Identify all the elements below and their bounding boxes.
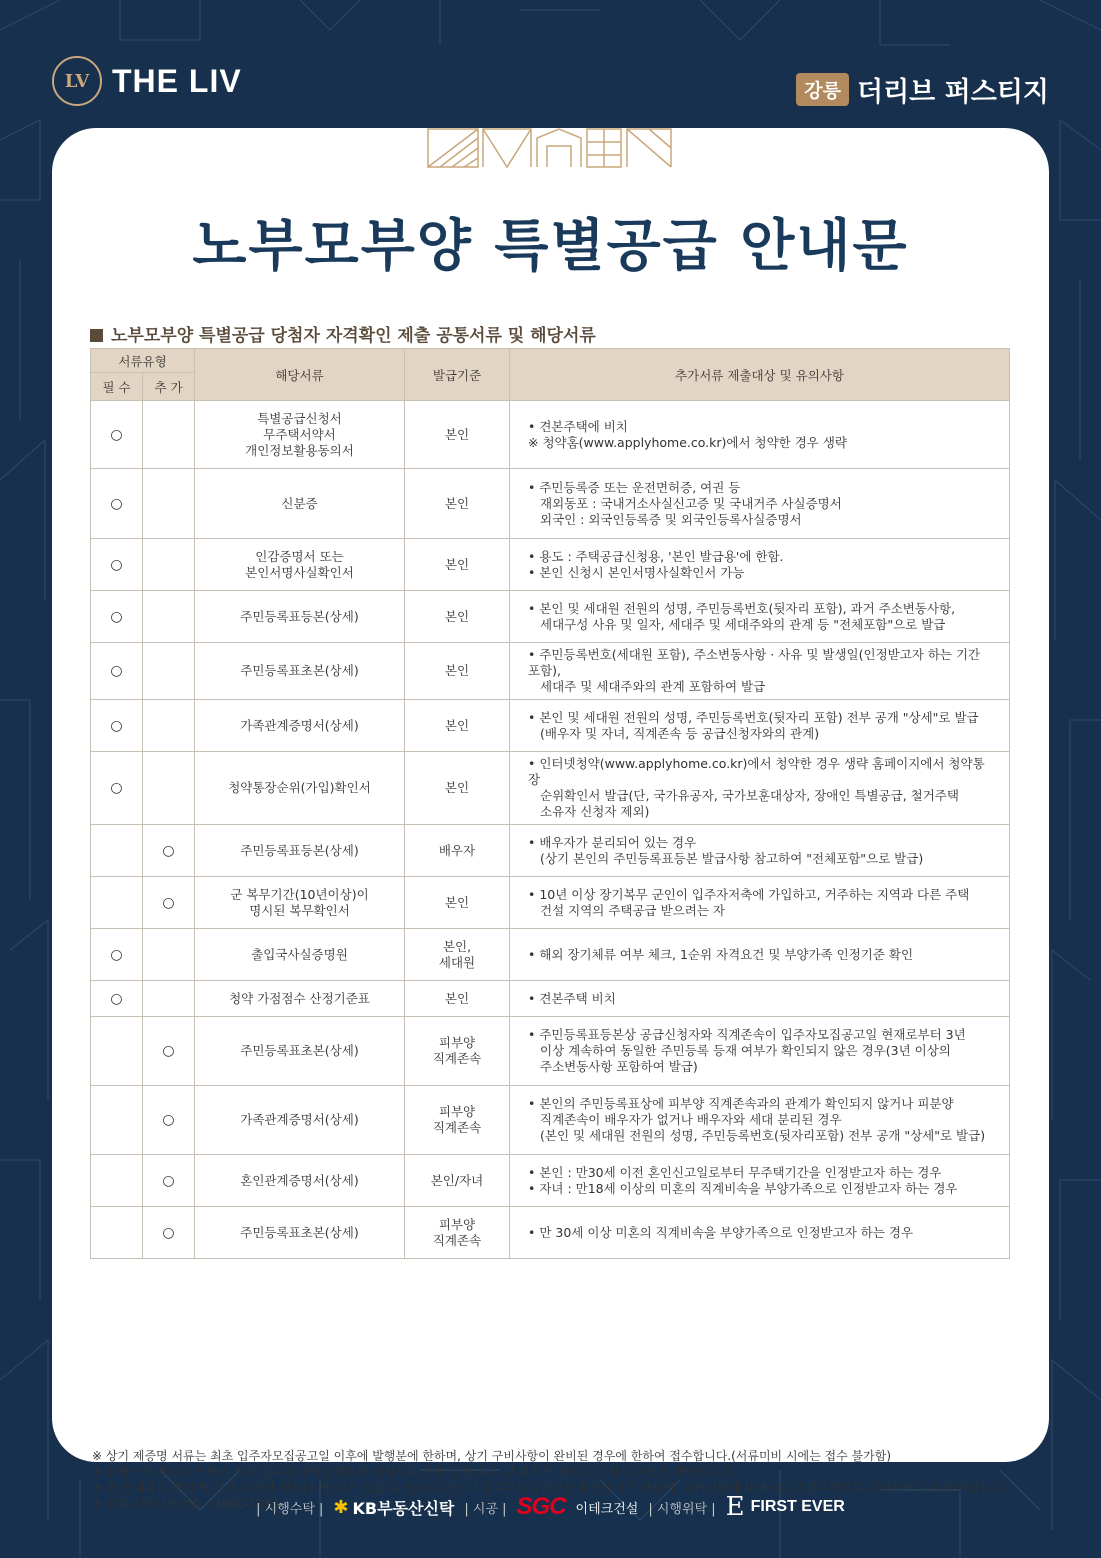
document-name (195, 929, 405, 981)
note-line: • 본인의 주민등록표상에 피부양 직계존속과의 관계가 확인되지 않거나 피분양 (528, 1096, 954, 1111)
trust-label: | 시행수탁 | (256, 1501, 324, 1517)
note-line: • 자녀 : 만18세 이상의 미혼의 직계비속을 부양가족으로 인정받고자 하는 경우 (528, 1180, 958, 1196)
notes (510, 877, 1010, 929)
note-line: (본인 및 세대원 전원의 성명, 주민등록번호(뒷자리포함) 전부 공개 "상세"로 발급) (540, 1128, 986, 1143)
header-document: 해당서류 (195, 349, 405, 401)
required-mark (91, 1086, 143, 1155)
table-row (91, 929, 1010, 981)
issuer (405, 929, 510, 981)
required-mark: ○ (91, 591, 143, 643)
notes (510, 825, 1010, 877)
note-line: 세대구성 사유 및 일자, 세대주 및 세대주와의 관계 등 "전체포함"으로 발급 (540, 616, 946, 632)
documents-table-body (91, 401, 1010, 1259)
issuer-line: 배우자 (438, 842, 476, 858)
document-name (195, 981, 405, 1017)
notes (510, 643, 1010, 700)
first-ever-logo (726, 1492, 845, 1522)
document-name-line: 주민등록표초본(상세) (240, 1043, 359, 1058)
footnote-line: ※ 신청자의 착오로 인하여 잘못 접수된 청약신청분의 당첨으로 인한 당첨 취소 및 부적격 결과는 신청자 본인의 책임입니다. (92, 1465, 735, 1479)
additional-mark (143, 929, 195, 981)
table-row (91, 643, 1010, 700)
document-name-line: 가족관계증명서(상세) (240, 717, 359, 733)
document-name (195, 401, 405, 469)
table-row (91, 1207, 1010, 1259)
square-bullet-icon (90, 329, 103, 342)
issuer (405, 469, 510, 539)
additional-mark (143, 401, 195, 469)
note-line: • 본인 : 만30세 이전 혼인신고일로부터 무주택기간을 인정받고자 하는 경우 (528, 1164, 942, 1180)
required-mark: ○ (91, 401, 143, 469)
note-line: 외국인 : 외국인등록증 및 외국인등록사실증명서 (540, 511, 802, 527)
additional-mark (143, 591, 195, 643)
footnote-line: ※ 상기 제증명 서류는 최초 입주자모집공고일 이후에 발행분에 한하며, 상기 구비사항이 완비된 경우에 한하여 접수합니다.(서류미비 시에는 접수 불가함) (92, 1449, 892, 1463)
required-mark (91, 1207, 143, 1259)
document-name-line: 주민등록표등본(상세) (240, 608, 359, 624)
document-name-line: 무주택서약서 (263, 426, 336, 442)
document-name (195, 591, 405, 643)
issuer (405, 401, 510, 469)
additional-mark (143, 752, 195, 825)
issuer-line: 직계존속 (432, 1232, 482, 1248)
note-line: • 만 30세 이상 미혼의 직계비속을 부양가족으로 인정받고자 하는 경우 (528, 1224, 914, 1240)
required-mark: ○ (91, 469, 143, 539)
developer-label: | 시행위탁 | (648, 1501, 716, 1517)
additional-mark: ○ (143, 1207, 195, 1259)
footnote-line: ※ 본 안내문은 편집 및 인쇄 과정상 착오(오탈자)가 있을 수 있으니 반드시 입주자모집공고를 확인하시기 바라며, 문의사항에 대해서는 견본주택으로 문의하여 주시기 바랍니다. (92, 1481, 1007, 1495)
notes (510, 1086, 1010, 1155)
issuer-line: 본인 (444, 556, 470, 572)
issuer (405, 1086, 510, 1155)
notes (510, 1155, 1010, 1207)
issuer-line: 본인 (444, 717, 470, 733)
table-row (91, 1086, 1010, 1155)
table-row (91, 539, 1010, 591)
notes (510, 752, 1010, 825)
the-liv-logo (52, 56, 242, 106)
note-line: • 인터넷청약(www.applyhome.co.kr)에서 청약한 경우 생략 홈페이지에서 청약통장 (528, 756, 985, 787)
table-row (91, 752, 1010, 825)
note-line: • 주민등록표등본상 공급신청자와 직계존속이 입주자모집공고일 현재로부터 3년 (528, 1027, 966, 1042)
document-name (195, 825, 405, 877)
issuer-line: 본인 (444, 780, 470, 795)
note-line: • 주민등록번호(세대원 포함), 주소변동사항 · 사유 및 발생일(인정받고자 하는 기간 포함), (528, 647, 981, 678)
issuer (405, 1017, 510, 1086)
note-line: 소유자 신청자 제외) (540, 804, 650, 819)
first-ever-text: FIRST EVER (750, 1498, 845, 1515)
note-line: 순위확인서 발급(단, 국가유공자, 국가보훈대상자, 장애인 특별공급, 철거주택 (540, 788, 959, 803)
required-mark: ○ (91, 539, 143, 591)
document-name-line: 주민등록표초본(상세) (240, 663, 359, 678)
additional-mark (143, 469, 195, 539)
document-name-line: 가족관계증명서(상세) (240, 1112, 359, 1127)
issuer-line: 피부양 (438, 1035, 476, 1050)
additional-mark: ○ (143, 1155, 195, 1207)
document-name-line: 명시된 복무확인서 (249, 902, 350, 918)
issuer (405, 1207, 510, 1259)
issuer-line: 피부양 (438, 1104, 476, 1119)
document-name-line: 본인서명사실확인서 (245, 564, 354, 580)
issuer-line: 세대원 (438, 954, 476, 970)
table-row (91, 825, 1010, 877)
note-line: 이상 계속하여 동일한 주민등록 등재 여부가 확인되지 않은 경우(3년 이상의 (540, 1043, 951, 1058)
complex-name: 더리브 퍼스티지 (857, 77, 1049, 108)
note-line: 건설 지역의 주택공급 받으려는 자 (540, 902, 725, 918)
additional-mark: ○ (143, 1017, 195, 1086)
complex-brand (796, 70, 1049, 109)
required-mark: ○ (91, 981, 143, 1017)
document-name (195, 1207, 405, 1259)
required-mark: ○ (91, 929, 143, 981)
issuer-line: 본인, (442, 938, 472, 954)
notes (510, 469, 1010, 539)
issuer (405, 700, 510, 752)
additional-mark (143, 981, 195, 1017)
additional-mark (143, 700, 195, 752)
page-title: 노부모부양 특별공급 안내문 (192, 214, 909, 279)
notes (510, 1017, 1010, 1086)
kb-star-icon: ✱ (333, 1496, 349, 1518)
document-name-line: 청약 가점점수 산정기준표 (229, 990, 370, 1006)
note-line: • 견본주택에 비치 (528, 418, 628, 434)
note-line: • 본인 신청시 본인서명사실확인서 가능 (528, 564, 745, 580)
note-line: • 10년 이상 장기복무 군인이 입주자저축에 가입하고, 거주하는 지역과 다른 주택 (528, 886, 970, 902)
additional-mark: ○ (143, 1086, 195, 1155)
document-name-line: 개인정보활용동의서 (245, 442, 354, 458)
note-line: ※ 청약홈(www.applyhome.co.kr)에서 청약한 경우 생략 (528, 434, 847, 450)
note-line: • 용도 : 주택공급신청용, '본인 발급용'에 한함. (528, 548, 784, 564)
document-name-line: 신분증 (281, 495, 318, 511)
document-name (195, 877, 405, 929)
issuer-line: 직계존속 (432, 1120, 482, 1135)
table-row (91, 1155, 1010, 1207)
issuer (405, 1155, 510, 1207)
note-line: • 해외 장기체류 여부 체크, 1순위 자격요건 및 부양가족 인정기준 확인 (528, 946, 914, 962)
header-additional: 추 가 (143, 373, 195, 401)
issuer (405, 825, 510, 877)
notes (510, 929, 1010, 981)
header-required: 필 수 (91, 373, 143, 401)
document-name-line: 군 복무기간(10년이상)이 (230, 886, 369, 902)
document-name-line: 인감증명서 또는 (255, 548, 344, 564)
notes (510, 539, 1010, 591)
issuer (405, 981, 510, 1017)
header-issuer: 발급기준 (405, 349, 510, 401)
document-name-line: 주민등록표등본(상세) (240, 842, 359, 858)
additional-mark (143, 643, 195, 700)
table-row (91, 1017, 1010, 1086)
issuer-line: 본인/자녀 (430, 1172, 484, 1188)
note-line: 재외동포 : 국내거소사실신고증 및 국내거주 사실증명서 (540, 495, 842, 511)
additional-mark: ○ (143, 877, 195, 929)
document-name-line: 특별공급신청서 (257, 410, 342, 426)
document-name (195, 469, 405, 539)
issuer-line: 직계존속 (432, 1051, 482, 1066)
additional-mark (143, 539, 195, 591)
document-name-line: 출입국사실증명원 (251, 946, 348, 962)
note-line: • 견본주택 비치 (528, 990, 616, 1006)
builder-label: | 시공 | (464, 1501, 507, 1517)
issuer (405, 877, 510, 929)
document-name (195, 700, 405, 752)
table-row (91, 469, 1010, 539)
required-mark (91, 1017, 143, 1086)
issuer (405, 591, 510, 643)
note-line: • 배우자가 분리되어 있는 경우 (528, 834, 697, 850)
note-line: • 본인 및 세대원 전원의 성명, 주민등록번호(뒷자리 포함) 전부 공개 "상세"로 발급 (528, 709, 979, 725)
additional-mark: ○ (143, 825, 195, 877)
note-line: 직계존속이 배우자가 없거나 배우자와 세대 분리된 경우 (540, 1112, 842, 1127)
footer-credits (0, 1492, 1101, 1522)
header-type-group: 서류유형 (91, 349, 195, 373)
section-heading-text: 노부모부양 특별공급 당첨자 자격확인 제출 공통서류 및 해당서류 (111, 326, 596, 346)
note-line: (상기 본인의 주민등록표등본 발급사항 참고하여 "전체포함"으로 발급) (540, 850, 924, 866)
notes (510, 981, 1010, 1017)
required-mark: ○ (91, 700, 143, 752)
notes (510, 401, 1010, 469)
document-name (195, 1155, 405, 1207)
document-name (195, 1086, 405, 1155)
required-mark: ○ (91, 752, 143, 825)
notes (510, 1207, 1010, 1259)
issuer-line: 본인 (444, 495, 470, 511)
issuer-line: 피부양 (438, 1216, 476, 1232)
kb-logo-text: KB부동산신탁 (352, 1498, 455, 1518)
required-mark: ○ (91, 643, 143, 700)
issuer-line: 본인 (444, 990, 470, 1006)
sgc-logo: SGC (516, 1493, 566, 1520)
note-line: 주소변동사항 포함하여 발급) (540, 1059, 698, 1074)
table-row (91, 877, 1010, 929)
issuer-line: 본인 (444, 426, 470, 442)
logo-text: THE LIV (112, 62, 242, 99)
required-mark (91, 877, 143, 929)
sgc-company: 이테크건설 (575, 1501, 639, 1517)
table-row (91, 401, 1010, 469)
issuer-line: 본인 (444, 894, 470, 910)
issuer (405, 643, 510, 700)
liv-emblem-icon: LV (52, 56, 102, 106)
issuer (405, 752, 510, 825)
documents-table (90, 348, 1010, 1259)
footnote-line: ※ 견본주택 대표번호 : 1600-1311 (92, 1497, 280, 1511)
document-name (195, 539, 405, 591)
document-name-line: 혼인관계증명서(상세) (240, 1172, 359, 1188)
issuer-line: 본인 (444, 608, 470, 624)
note-line: (배우자 및 자녀, 직계존속 등 공급신청자와의 관계) (540, 725, 820, 741)
document-name (195, 752, 405, 825)
city-badge: 강릉 (796, 73, 849, 106)
note-line: • 주민등록증 또는 운전면허증, 여권 등 (528, 479, 741, 495)
header-notes: 추가서류 제출대상 및 유의사항 (510, 349, 1010, 401)
section-heading (90, 321, 596, 346)
kb-logo (333, 1496, 454, 1519)
document-name (195, 1017, 405, 1086)
document-name-line: 주민등록표초본(상세) (240, 1224, 359, 1240)
required-mark (91, 825, 143, 877)
first-ever-mark-icon: E (725, 1492, 745, 1522)
issuer-line: 본인 (444, 663, 470, 678)
table-row (91, 591, 1010, 643)
document-name (195, 643, 405, 700)
note-line: 세대주 및 세대주와의 관계 포함하여 발급 (540, 679, 766, 694)
table-row (91, 700, 1010, 752)
document-name-line: 청약통장순위(가입)확인서 (228, 780, 371, 795)
notes (510, 700, 1010, 752)
required-mark (91, 1155, 143, 1207)
issuer (405, 539, 510, 591)
table-row (91, 981, 1010, 1017)
building-ornament-icon (427, 128, 673, 170)
note-line: • 본인 및 세대원 전원의 성명, 주민등록번호(뒷자리 포함), 과거 주소변동사항, (528, 600, 956, 616)
notes (510, 591, 1010, 643)
